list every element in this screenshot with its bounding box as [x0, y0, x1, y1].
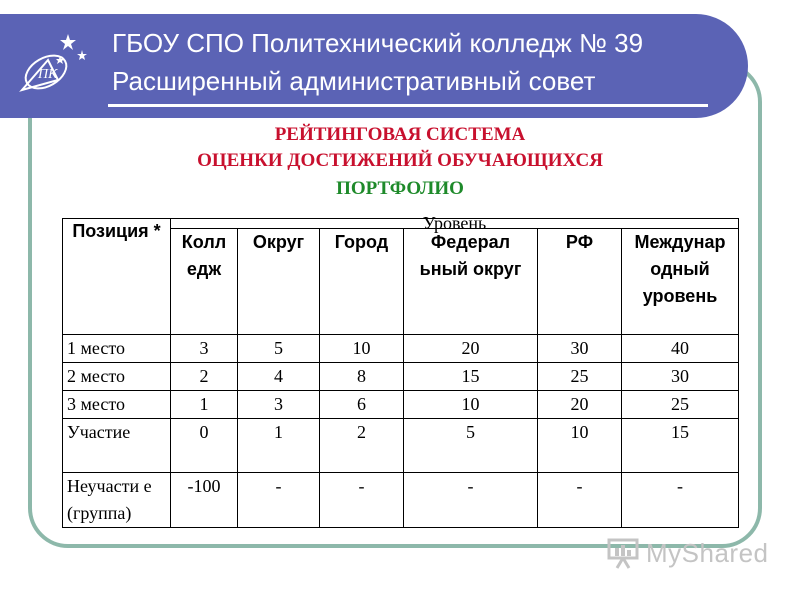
position-header: Позиция * — [63, 219, 171, 335]
table-cell: 4 — [238, 363, 320, 391]
row-label: 3 место — [63, 391, 171, 419]
column-header-rf: РФ — [538, 229, 622, 335]
header-title-line1: ГБОУ СПО Политехнический колледж № 39 — [112, 28, 644, 58]
table-cell: 25 — [538, 363, 622, 391]
rating-table — [62, 213, 739, 528]
svg-text:ПК: ПК — [38, 67, 58, 82]
table-cell: 8 — [320, 363, 404, 391]
row-label: Участие — [63, 419, 171, 473]
table-cell: 6 — [320, 391, 404, 419]
table-cell: - — [538, 473, 622, 528]
row-label: 1 место — [63, 335, 171, 363]
table-cell: 20 — [404, 335, 538, 363]
table-cell: 40 — [622, 335, 739, 363]
table-cell: 15 — [622, 419, 739, 473]
level-caption: Уровень — [171, 219, 739, 229]
subtitle-line1: РЕЙТИНГОВАЯ СИСТЕМА — [274, 124, 526, 145]
table-cell: - — [404, 473, 538, 528]
table-cell: 3 — [238, 391, 320, 419]
table-row — [63, 363, 739, 391]
table-cell: -100 — [171, 473, 238, 528]
table-row — [63, 335, 739, 363]
column-header-international: Междунар одный уровень — [622, 229, 739, 335]
presentation-board-icon — [606, 536, 642, 570]
table-cell: 25 — [622, 391, 739, 419]
table-cell: 20 — [538, 391, 622, 419]
table-cell: 0 — [171, 419, 238, 473]
table-cell: 10 — [404, 391, 538, 419]
table-cell: 2 — [320, 419, 404, 473]
column-header-college: Колл едж — [171, 229, 238, 335]
header-divider — [108, 104, 708, 107]
column-header-district: Округ — [238, 229, 320, 335]
table-row — [63, 391, 739, 419]
table-cell: - — [622, 473, 739, 528]
table-cell: 3 — [171, 335, 238, 363]
table-cell: 10 — [320, 335, 404, 363]
table-cell: 5 — [238, 335, 320, 363]
table-cell: 15 — [404, 363, 538, 391]
table-cell: 30 — [622, 363, 739, 391]
table-cell: 2 — [171, 363, 238, 391]
subtitle-line3: ПОРТФОЛИО — [336, 178, 464, 199]
column-header-federal-district: Федерал ьный округ — [404, 229, 538, 335]
table-cell: 1 — [171, 391, 238, 419]
row-label: 2 место — [63, 363, 171, 391]
college-logo-icon — [8, 20, 96, 106]
table-row — [63, 473, 739, 528]
table-cell: - — [238, 473, 320, 528]
watermark — [606, 536, 769, 570]
subtitle-line2: ОЦЕНКИ ДОСТИЖЕНИЙ ОБУЧАЮЩИХСЯ — [197, 150, 603, 171]
header-title-line2: Расширенный административный совет — [112, 66, 596, 96]
table-cell: - — [320, 473, 404, 528]
column-header-city: Город — [320, 229, 404, 335]
table-cell: 30 — [538, 335, 622, 363]
row-label: Неучасти е (группа) — [63, 473, 171, 528]
table-row — [63, 419, 739, 473]
table-cell: 10 — [538, 419, 622, 473]
table-cell: 1 — [238, 419, 320, 473]
table-cell: 5 — [404, 419, 538, 473]
watermark-text: MyShared — [646, 538, 769, 568]
